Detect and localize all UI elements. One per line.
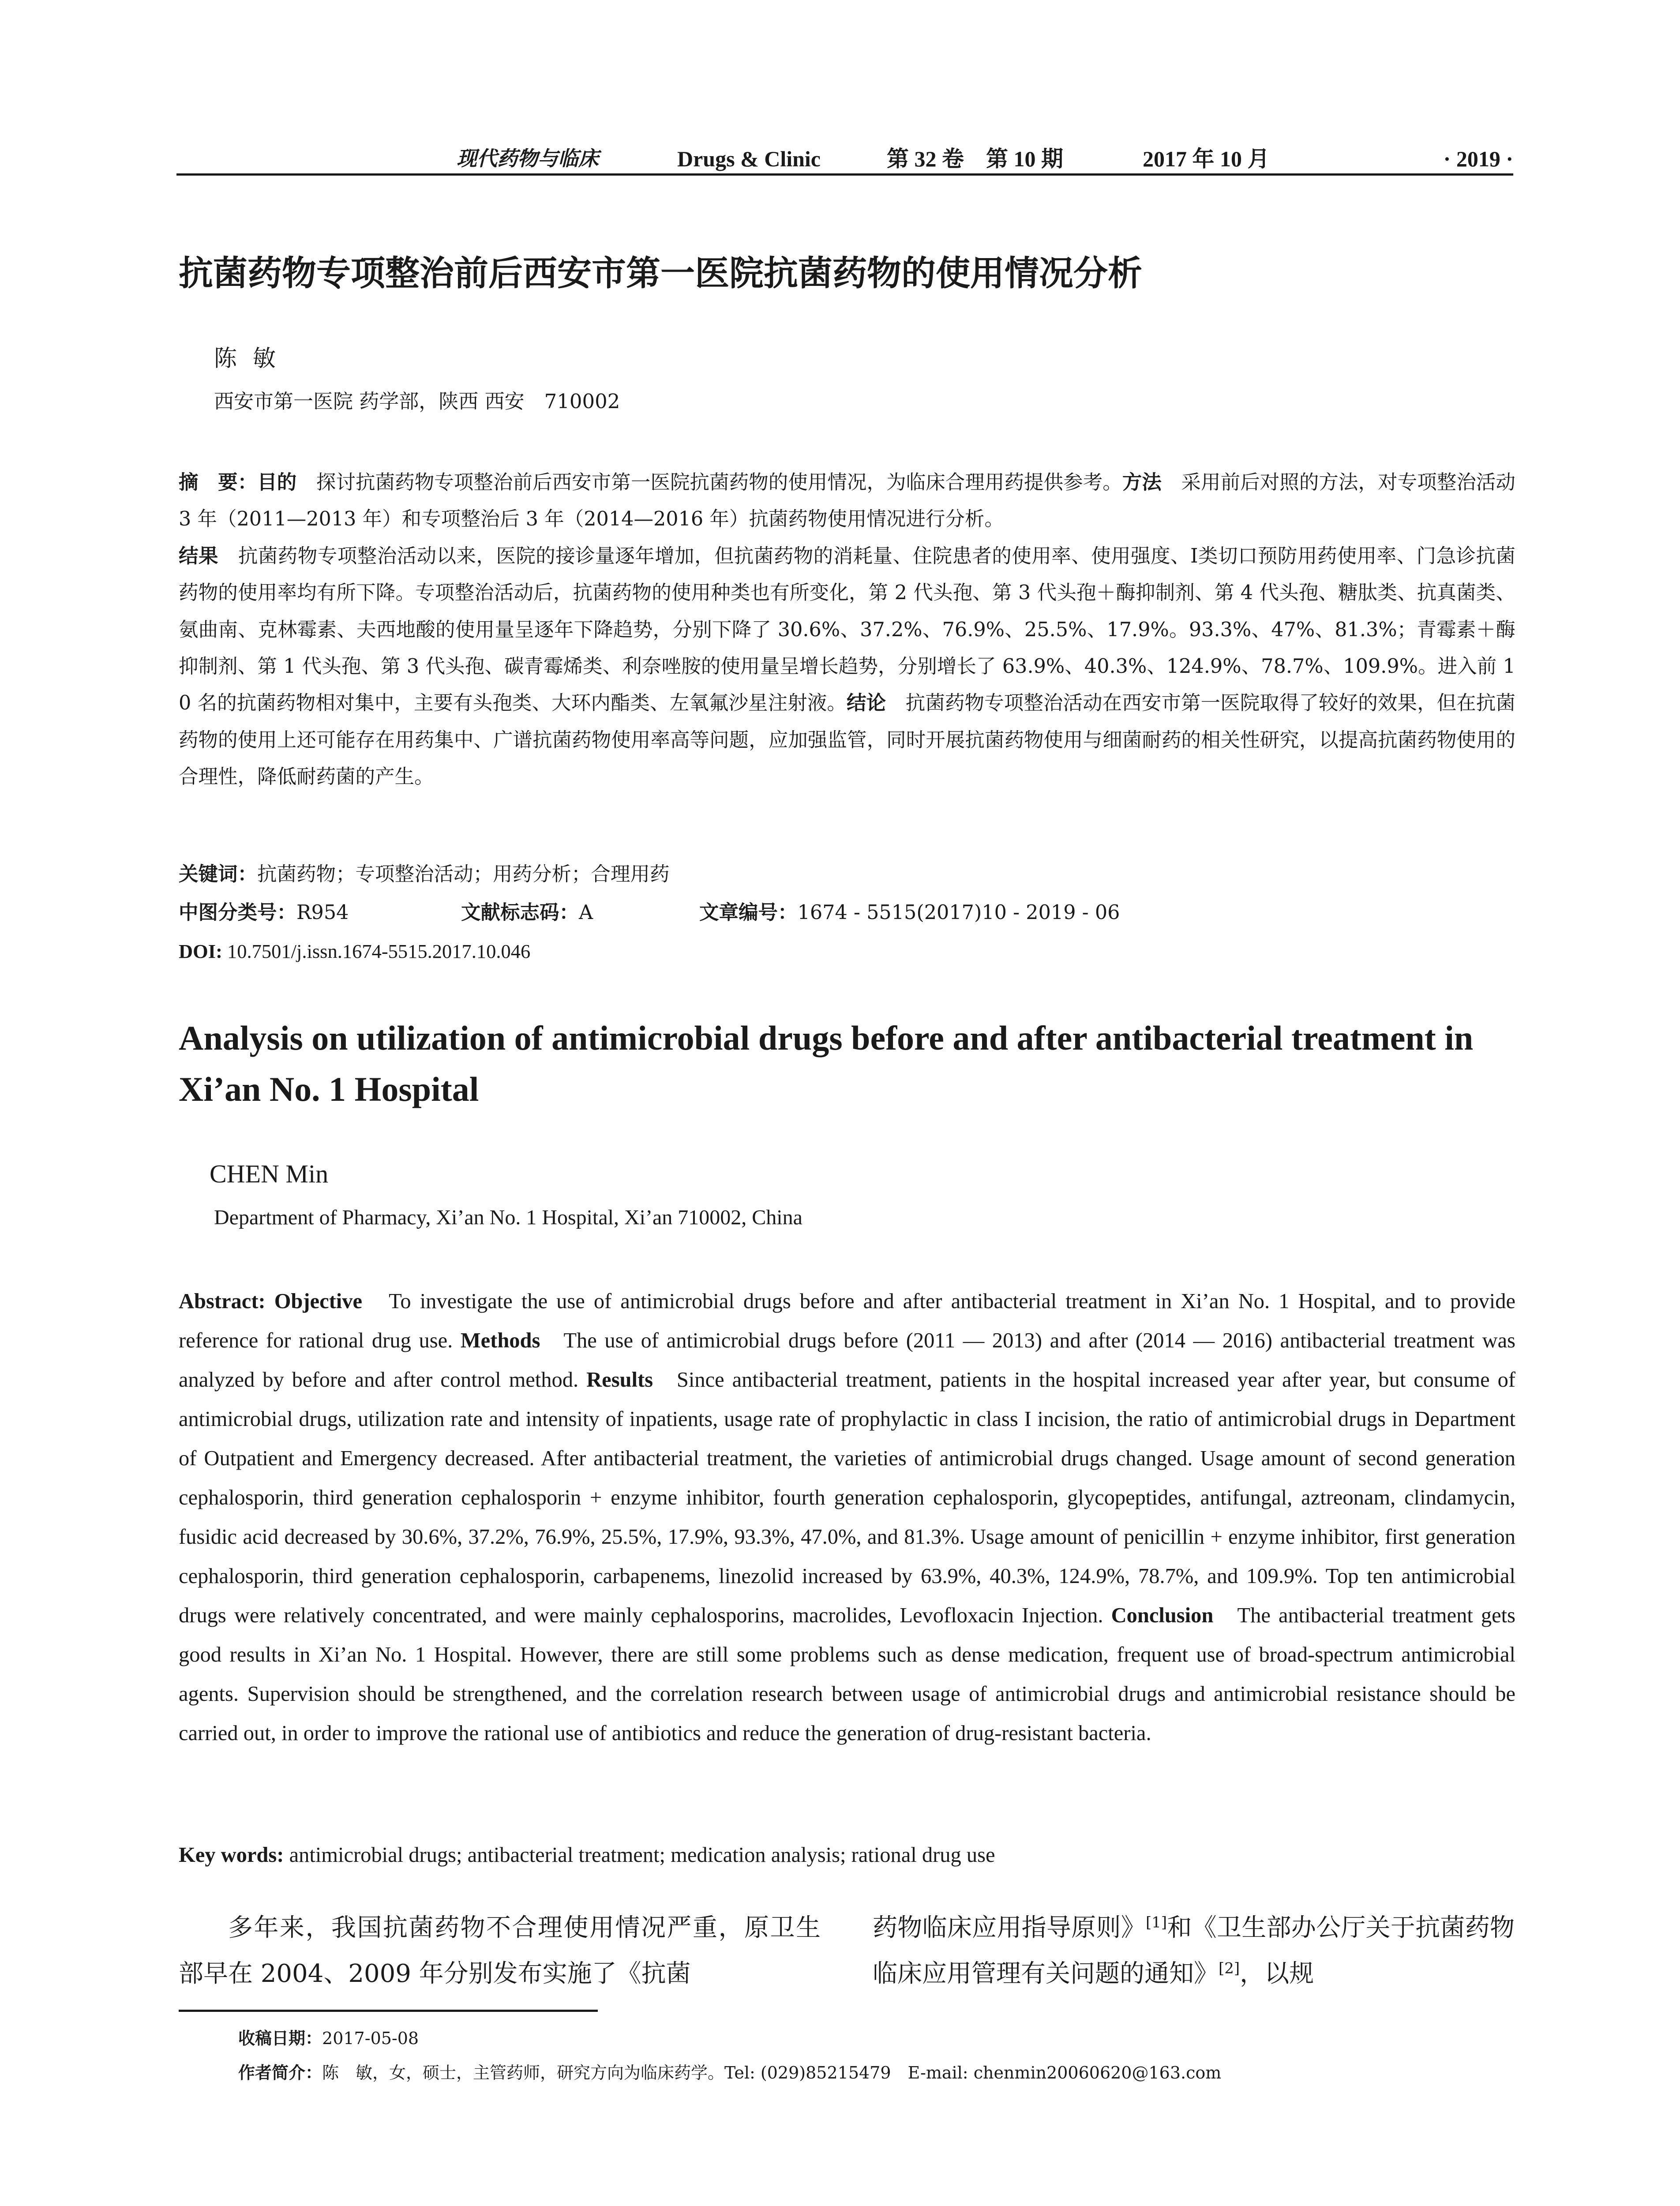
- body-paragraph-start: 多年来，我国抗菌药物不合理使用情况严重，原卫生部早在 2004、2009 年分别发布实施了《抗菌: [179, 1913, 821, 1988]
- footnote-divider: [179, 2010, 598, 2012]
- en-conclusion-text: The antibacterial treatment gets good results in Xi’an No. 1 Hospital. However, there are still some problems such as dense medication, frequent use of broad-spectrum antimicrobial agents. Supervision should be strengthened, and the correlation research between usage of antimicrobial drugs and antimicrobial resistance should be carried out, in order to improve the rational use of antibiotics and reduce the generation of drug-resistant bacteria.: [179, 1604, 1516, 1745]
- article-no-value: 1674 - 5515(2017)10 - 2019 - 06: [797, 901, 1120, 924]
- cn-classification: [179, 897, 1515, 928]
- body-text-part-3: ，以规: [1240, 1959, 1314, 1988]
- en-methods-text: The use of antimicrobial drugs before (2011 — 2013) and after (2014 — 2016) antibacterial treatment was analyzed by before and after control method.: [179, 1329, 1515, 1392]
- article-no-item: [699, 897, 1120, 928]
- en-objective-label: Objective: [274, 1290, 363, 1313]
- running-header: [176, 142, 1513, 176]
- citation-1[interactable]: [1]: [1146, 1913, 1167, 1932]
- body-text-part-2: 和《卫生部办公厅关于抗菌药物临床应用管理有关问题的通知》: [873, 1913, 1515, 1988]
- body-column-left: [179, 1905, 821, 1997]
- cn-results-text: 抗菌药物专项整治活动以来，医院的接诊量逐年增加，但抗菌药物的消耗量、住院患者的使用率、使用强度、Ⅰ类切口预防用药使用率、门急诊抗菌药物的使用率均有所下降。专项整治活动后，抗菌药物的使用种类也有所变化，第 2 代头孢、第 3 代头孢＋酶抑制剂、第 4 代头孢、糖肽类、抗真菌类、氨曲南、克林霉素、夫西地酸的使用量呈逐年下降趋势，分别下降了 30.6%、37.2%、76.9%、25.5%、17.9%。93.3%、47%、81.3%；青霉素＋酶抑制剂、第 1 代头孢、第 3 代头孢、碳青霉烯类、利奈唑胺的使用量呈增长趋势，分别增长了 63.9%、40.3%、124.9%、78.7%、109.9%。进入前 10 名的抗菌药物相对集中，主要有头孢类、大环内酯类、左氧氟沙星注射液。: [179, 544, 1515, 715]
- cn-keywords: [179, 859, 670, 890]
- en-author: CHEN Min: [210, 1159, 329, 1188]
- cn-keywords-label: 关键词：: [179, 863, 258, 885]
- doc-code-value: A: [579, 901, 593, 924]
- cn-conclusion-label: 结论: [847, 692, 886, 715]
- journal-name-cn: 现代药物与临床: [457, 147, 599, 170]
- body-column-right: [873, 1905, 1515, 1997]
- footnote-author-info: [238, 2060, 1221, 2086]
- citation-2[interactable]: [2]: [1219, 1959, 1240, 1977]
- volume-issue: 第 32 卷 第 10 期: [887, 146, 1063, 171]
- author-info-text: 陈 敏，女，硕士，主管药师，研究方向为临床药学。Tel: (029)85215479 E-mail: chenmin20060620@163.com: [322, 2063, 1222, 2082]
- cn-methods-label: 方法: [1122, 471, 1162, 494]
- doi-label: DOI:: [179, 940, 222, 962]
- cn-objective-text: 探讨抗菌药物专项整治前后西安市第一医院抗菌药物的使用情况，为临床合理用药提供参考。: [316, 471, 1122, 494]
- cn-results-label: 结果: [179, 544, 218, 567]
- cn-abstract-label: 摘 要：: [179, 471, 258, 494]
- en-abstract: [179, 1282, 1515, 1753]
- clc-item: [179, 897, 349, 928]
- cn-objective-label: 目的: [257, 471, 297, 494]
- en-objective-text: To investigate the use of antimicrobial drugs before and after antibacterial treatment in Xi’an No. 1 Hospital, and to provide reference for rational drug use.: [179, 1290, 1516, 1352]
- doi: [179, 936, 530, 967]
- clc-label: 中图分类号：: [179, 901, 297, 924]
- body-text-part-1: 药物临床应用指导原则》: [873, 1913, 1146, 1942]
- journal-name-en: Drugs & Clinic: [677, 146, 821, 171]
- received-label: 收稿日期：: [238, 2029, 322, 2048]
- en-keywords-text: antimicrobial drugs; antibacterial treatment; medication analysis; rational drug use: [289, 1843, 995, 1867]
- article-no-label: 文章编号：: [699, 901, 798, 924]
- received-date: 2017-05-08: [322, 2029, 419, 2048]
- clc-value: R954: [296, 901, 349, 924]
- page-number: · 2019 ·: [1443, 146, 1513, 171]
- en-results-text: Since antibacterial treatment, patients in the hospital increased year after year, but consume of antimicrobial drugs, utilization rate and intensity of inpatients, usage rate of prophylactic in class I incision, the ratio of antimicrobial drugs in Department of Outpatient and Emergency decreased. After antibacterial treatment, the varieties of antimicrobial drugs changed. Usage amount of second generation cephalosporin, third generation cephalosporin + enzyme inhibitor, fourth generation cephalosporin, glycopeptides, antifungal, aztreonam, clindamycin, fusidic acid decreased by 30.6%, 37.2%, 76.9%, 25.5%, 17.9%, 93.3%, 47.0%, and 81.3%. Usage amount of penicillin + enzyme inhibitor, first generation cephalosporin, third generation cephalosporin, carbapenems, linezolid increased by 63.9%, 40.3%, 124.9%, 78.7%, and 109.9%. Top ten antimicrobial drugs were relatively concentrated, and were mainly cephalosporins, macrolides, Levofloxacin Injection.: [179, 1368, 1516, 1627]
- author-info-label: 作者简介：: [238, 2063, 322, 2082]
- cn-author: 陈敏: [214, 345, 292, 372]
- doc-code-label: 文献标志码：: [461, 901, 579, 924]
- en-affiliation: Department of Pharmacy, Xi’an No. 1 Hospital, Xi’an 710002, China: [214, 1206, 802, 1229]
- cn-conclusion-text: 抗菌药物专项整治活动在西安市第一医院取得了较好的效果，但在抗菌药物的使用上还可能存在用药集中、广谱抗菌药物使用率高等问题，应加强监管，同时开展抗菌药物使用与细菌耐药的相关性研究，以提高抗菌药物使用的合理性，降低耐药菌的产生。: [179, 692, 1515, 788]
- cn-abstract: [179, 464, 1515, 795]
- cn-affiliation: 西安市第一医院 药学部，陕西 西安 710002: [214, 390, 620, 413]
- cn-keywords-text: 抗菌药物；专项整治活动；用药分析；合理用药: [257, 863, 670, 885]
- en-keywords: [179, 1835, 1515, 1875]
- en-abstract-label: Abstract:: [179, 1290, 266, 1313]
- en-methods-label: Methods: [460, 1329, 540, 1352]
- issue-date: 2017 年 10 月: [1143, 146, 1270, 171]
- en-title: Analysis on utilization of antimicrobial drugs before and after antibacterial treatment in Xi’an No. 1 Hospital: [179, 1019, 1474, 1108]
- cn-methods-text: 采用前后对照的方法，对专项整治活动 3 年（2011—2013 年）和专项整治后 3 年（2014—2016 年）抗菌药物使用情况进行分析。: [179, 471, 1515, 531]
- doc-code-item: [461, 897, 593, 928]
- en-conclusion-label: Conclusion: [1111, 1604, 1214, 1627]
- footnote-received: [238, 2025, 419, 2052]
- en-results-label: Results: [586, 1368, 653, 1392]
- en-keywords-label: Key words:: [179, 1843, 284, 1867]
- cn-title: 抗菌药物专项整治前后西安市第一医院抗菌药物的使用情况分析: [179, 254, 1143, 293]
- doi-link[interactable]: 10.7501/j.issn.1674-5515.2017.10.046: [227, 940, 531, 962]
